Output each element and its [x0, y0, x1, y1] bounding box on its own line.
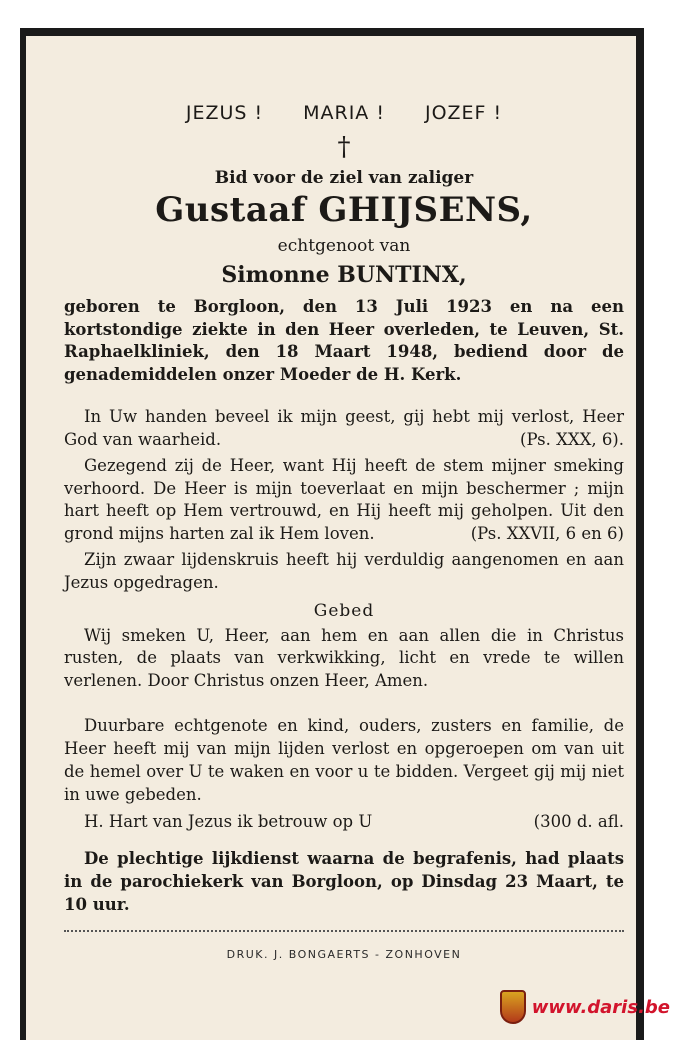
indulgence-line	[64, 810, 624, 833]
verse-3-text: Zijn zwaar lijdenskruis heeft hij verduldig aangenomen en aan Jezus opgedragen.	[64, 550, 624, 592]
verse-1-ref: (Ps. XXX, 6).	[520, 429, 624, 449]
crest-icon	[500, 990, 526, 1024]
dotted-divider	[64, 930, 624, 932]
verse-2-text: Gezegend zij de Heer, want Hij heeft de stem mijner smeking verhoord. De Heer is mijn toeverlaat en mijn beschermer ; mijn hart heeft op Hem vertrouwd, en Hij heeft mij geholpen. Uit den grond mijns harten zal ik Hem loven.	[64, 456, 624, 543]
deceased-name: Gustaaf GHIJSENS,	[155, 190, 533, 230]
biography: geboren te Borgloon, den 13 Juli 1923 en na een kortstondige ziekte in den Heer overleden, te Leuven, St. Raphaelkliniek, den 18 Maart 1948, bediend door de genademiddelen onzer Moeder de H. Kerk.	[64, 297, 624, 384]
invocation	[64, 102, 624, 124]
spouse-name: Simonne BUNTINX,	[221, 262, 467, 288]
printer-credit: DRUK. J. BONGAERTS - ZONHOVEN	[226, 948, 462, 961]
spouse-relation: echtgenoot van	[277, 236, 411, 256]
verse-2	[64, 455, 624, 545]
farewell-text: Duurbare echtgenote en kind, ouders, zusters en familie, de Heer heeft mij van mijn lijden verlost en opgeroepen om van uit de hemel over U te waken en voor u te bidden. Vergeet gij mij niet in uwe gebeden.	[64, 716, 624, 804]
funeral-service	[64, 847, 624, 916]
invocation-jozef: JOZEF !	[424, 102, 503, 124]
watermark	[500, 990, 670, 1024]
verse-1	[64, 406, 624, 451]
funeral-service-text: De plechtige lijkdienst waarna de begrafenis, had plaats in de parochiekerk van Borgloon, op Dinsdag 23 Maart, te 10 uur.	[64, 849, 624, 914]
verse-3	[64, 549, 624, 594]
verse-2-ref: (Ps. XXVII, 6 en 6)	[470, 523, 624, 543]
memorial-card	[20, 28, 644, 1040]
invocation-maria: MARIA !	[303, 102, 385, 124]
cross-icon: †	[337, 132, 351, 162]
gebed-text: Wij smeken U, Heer, aan hem en aan allen die in Christus rusten, de plaats van verkwikking, licht en vrede te willen verlenen. Door Christus onzen Heer, Amen.	[64, 625, 624, 690]
prayer-heading: Bid voor de ziel van zaliger	[214, 168, 474, 188]
indulgence-text: H. Hart van Jezus ik betrouw op U	[84, 812, 373, 831]
invocation-jezus: JEZUS !	[185, 102, 264, 124]
indulgence-ref: (300 d. afl.	[533, 812, 624, 831]
verse-1-text: In Uw handen beveel ik mijn geest, gij hebt mij verlost, Heer God van waarheid.	[64, 407, 624, 449]
scripture-section	[64, 406, 624, 692]
farewell-section	[64, 714, 624, 833]
gebed-title: Gebed	[313, 601, 375, 621]
watermark-text: www.daris.be	[531, 996, 670, 1018]
card-content	[64, 64, 624, 961]
